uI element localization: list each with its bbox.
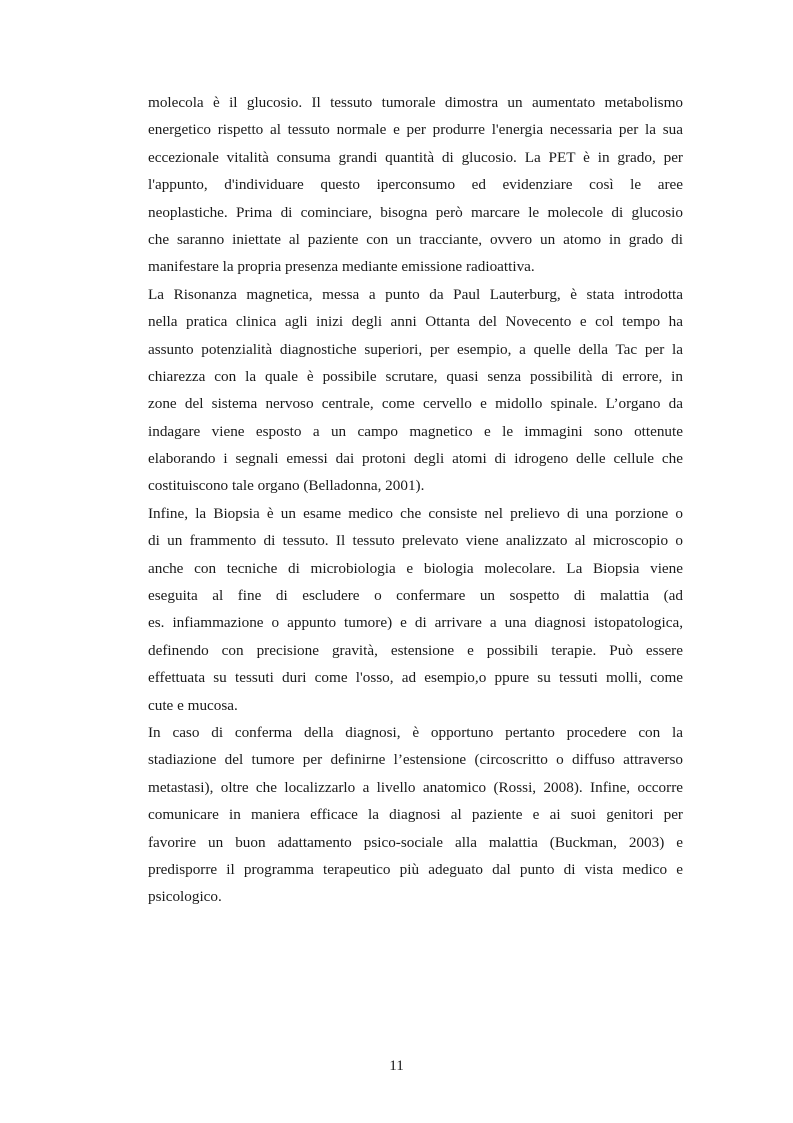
text-line: eseguita al fine di escludere o confermare un sospetto di malattia (ad — [148, 587, 683, 605]
text-line: cute e mucosa. — [148, 696, 238, 714]
text-line: che saranno iniettate al paziente con un tracciante, ovvero un atomo in grado di — [148, 230, 683, 248]
text-line: indagare viene esposto a un campo magnetico e le immagini sono ottenute — [148, 422, 683, 440]
text-line: psicologico. — [148, 888, 222, 906]
text-line: l'appunto, d'individuare questo iperconsumo ed evidenziare così le aree — [148, 176, 683, 194]
text-line: nella pratica clinica agli inizi degli anni Ottanta del Novecento e col tempo ha — [148, 313, 683, 331]
text-line: assunto potenzialità diagnostiche superiori, per esempio, a quelle della Tac per la — [148, 340, 683, 358]
text-line: effettuata su tessuti duri come l'osso, ad esempio,o ppure su tessuti molli, come — [148, 669, 683, 687]
text-line: In caso di conferma della diagnosi, è opportuno pertanto procedere con la — [148, 723, 683, 741]
text-line: neoplastiche. Prima di cominciare, bisogna però marcare le molecole di glucosio — [148, 203, 683, 221]
text-line: predisporre il programma terapeutico più adeguato dal punto di vista medico e — [148, 860, 683, 878]
text-line: energetico rispetto al tessuto normale e per produrre l'energia necessaria per la sua — [148, 121, 683, 139]
text-line: definendo con precisione gravità, estensione e possibili terapie. Può essere — [148, 641, 683, 659]
text-line: es. infiammazione o appunto tumore) e di arrivare a una diagnosi istopatologica, — [148, 614, 683, 632]
text-line: stadiazione del tumore per definirne l’estensione (circoscritto o diffuso attraverso — [148, 751, 683, 769]
text-line: chiarezza con la quale è possibile scrutare, quasi senza possibilità di errore, in — [148, 367, 683, 385]
text-line: comunicare in maniera efficace la diagnosi al paziente e ai suoi genitori per — [148, 806, 683, 824]
page-number: 11 — [389, 1057, 404, 1074]
text-line: eccezionale vitalità consuma grandi quantità di glucosio. La PET è in grado, per — [148, 148, 683, 166]
text-line: costituiscono tale organo (Belladonna, 2001). — [148, 477, 425, 495]
text-line: manifestare la propria presenza mediante emissione radioattiva. — [148, 258, 535, 276]
text-line: favorire un buon adattamento psico-sociale alla malattia (Buckman, 2003) e — [148, 833, 683, 851]
text-line: di un frammento di tessuto. Il tessuto prelevato viene analizzato al microscopio o — [148, 532, 683, 550]
text-line: Infine, la Biopsia è un esame medico che consiste nel prelievo di una porzione o — [148, 504, 683, 522]
text-line: elaborando i segnali emessi dai protoni degli atomi di idrogeno delle cellule che — [148, 450, 683, 468]
text-line: La Risonanza magnetica, messa a punto da Paul Lauterburg, è stata introdotta — [148, 285, 683, 303]
text-line: zone del sistema nervoso centrale, come cervello e midollo spinale. L’organo da — [148, 395, 683, 413]
text-line: molecola è il glucosio. Il tessuto tumorale dimostra un aumentato metabolismo — [148, 94, 683, 111]
text-line: anche con tecniche di microbiologia e biologia molecolare. La Biopsia viene — [148, 559, 683, 577]
text-line: metastasi), oltre che localizzarlo a livello anatomico (Rossi, 2008). Infine, occorre — [148, 778, 683, 796]
body-text — [148, 89, 683, 911]
